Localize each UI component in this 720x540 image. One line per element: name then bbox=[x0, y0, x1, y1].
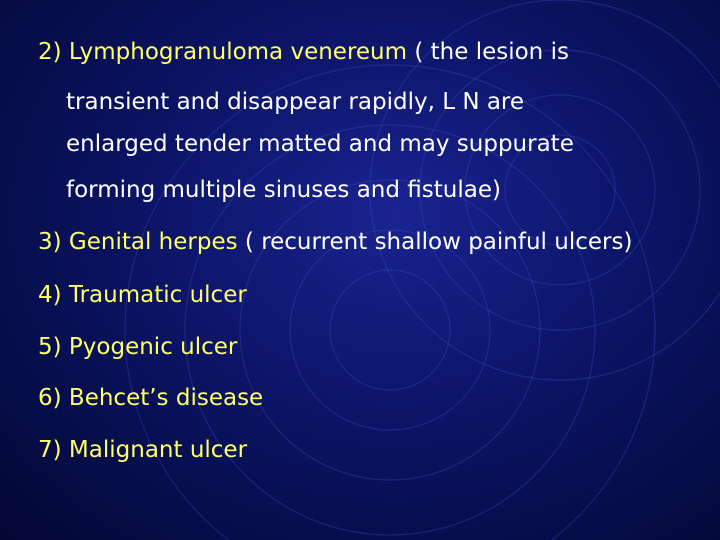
item-name: Malignant ulcer bbox=[68, 437, 248, 463]
item-number: 7) bbox=[38, 437, 62, 463]
item-detail-line: transient and disappear rapidly, L N are bbox=[66, 89, 525, 115]
item-number: 3) bbox=[38, 229, 62, 255]
item-detail-line: enlarged tender matted and may suppurate bbox=[66, 131, 574, 157]
item-detail: ( the lesion is bbox=[414, 39, 569, 65]
item-name: Behcet’s disease bbox=[68, 385, 264, 411]
item-number: 4) bbox=[38, 282, 62, 308]
list-item-4 bbox=[38, 281, 247, 309]
list-item-5 bbox=[38, 333, 237, 361]
item-name: Genital herpes bbox=[68, 229, 238, 255]
item-number: 5) bbox=[38, 334, 62, 360]
item-number: 6) bbox=[38, 385, 62, 411]
item-detail-line: forming multiple sinuses and fistulae) bbox=[66, 177, 501, 203]
item-detail: ( recurrent shallow painful ulcers) bbox=[244, 229, 633, 255]
item-name: Lymphogranuloma venereum bbox=[68, 39, 408, 65]
item-name: Pyogenic ulcer bbox=[68, 334, 238, 360]
list-item-7 bbox=[38, 436, 247, 464]
list-item-6 bbox=[38, 384, 263, 412]
list-item-3 bbox=[38, 228, 632, 256]
item-number: 2) bbox=[38, 39, 62, 65]
list-item-2 bbox=[38, 38, 569, 66]
item-name: Traumatic ulcer bbox=[68, 282, 247, 308]
